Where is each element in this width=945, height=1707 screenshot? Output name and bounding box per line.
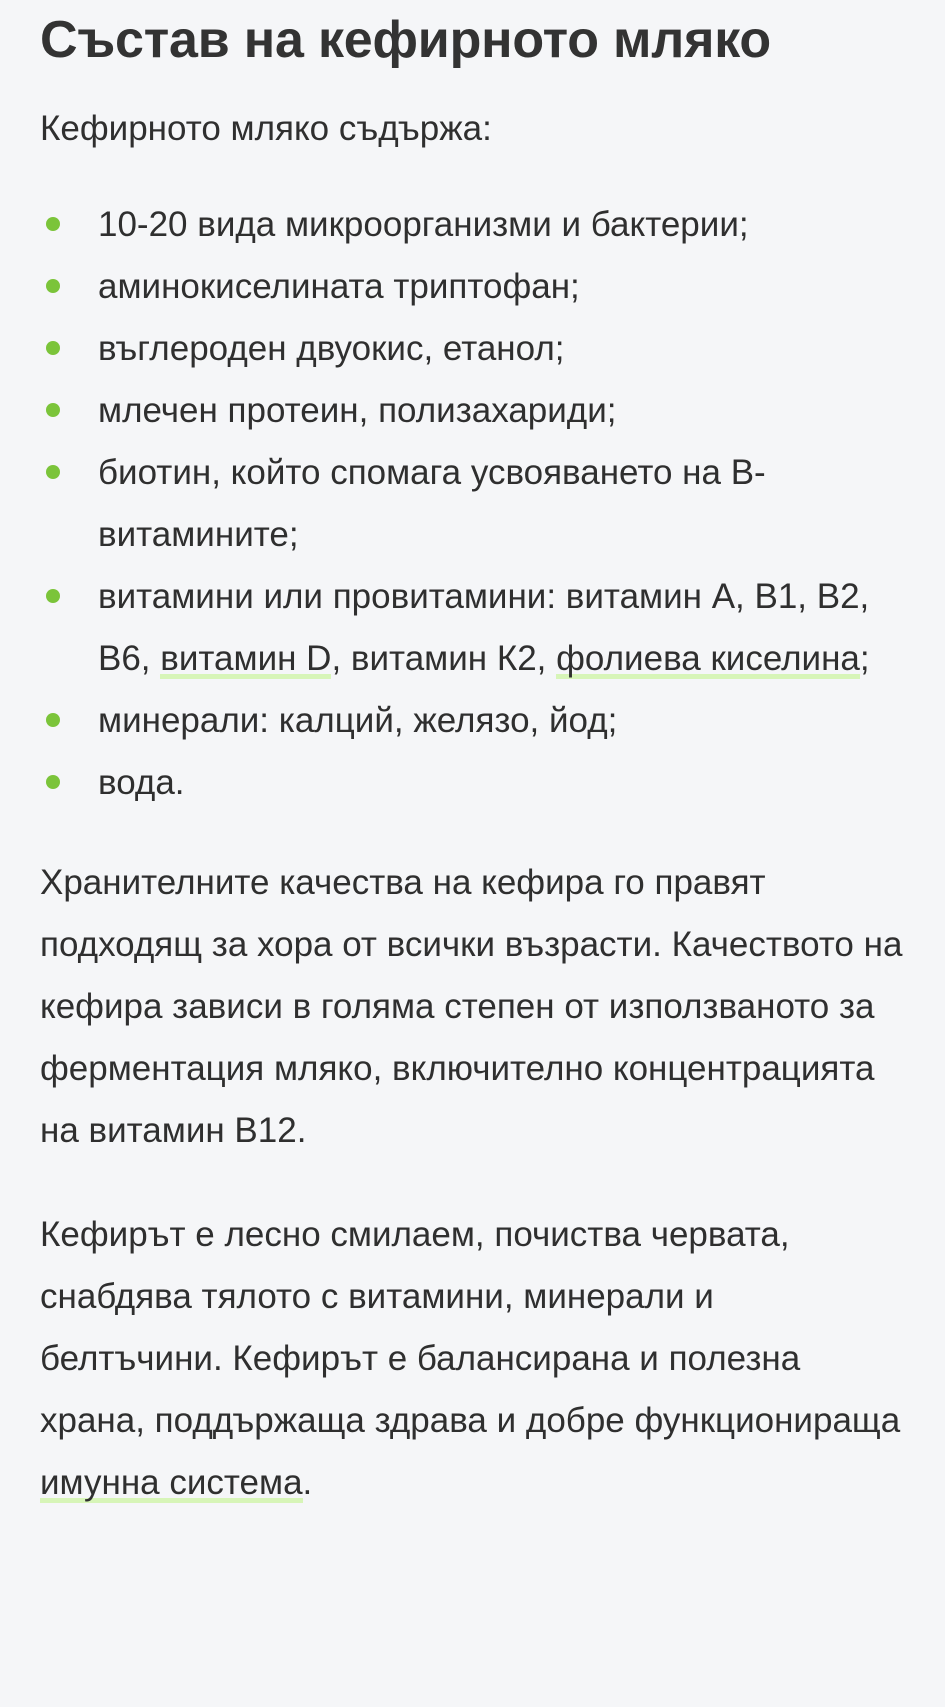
list-item-text: , витамин К2, [331,639,557,678]
nutrition-paragraph: Хранителните качества на кефира го правят подходящ за хора от всички възрасти. Качеството на кефира зависи в голяма степен от използваното за ферментация мляко, включително концентрацията на витамин В12. [40,863,903,1150]
list-item [40,194,903,256]
list-item-text: 10-20 вида микроорганизми и бактерии; [98,205,749,244]
digestion-paragraph [40,1204,903,1514]
list-item [40,442,903,566]
bullet-icon [46,775,60,789]
list-item-text: вода. [98,763,185,802]
list-item-text: аминокиселината триптофан; [98,267,580,306]
paragraph-text: . [302,1463,313,1502]
list-item [40,690,903,752]
list-intro: Кефирното мляко съдържа: [40,109,492,148]
bullet-icon [46,465,60,479]
bullet-icon [46,403,60,417]
list-item [40,256,903,318]
immune-system-link[interactable]: имунна система [40,1463,303,1502]
list-item-text: витамини или провитамини: витамин А, В1, В2, В6, [98,577,870,678]
composition-list [40,194,903,814]
bullet-icon [46,217,60,231]
list-item [40,752,903,814]
list-item-text: млечен протеин, полизахариди; [98,391,617,430]
bullet-icon [46,279,60,293]
paragraph-text: Кефирът е лесно смилаем, почиства червата, снабдява тялото с витамини, минерали и белтъчини. Кефирът е балансирана и полезна храна, поддържаща здрава и добре функционираща [40,1215,901,1440]
list-item [40,566,903,690]
list-item-text: ; [859,639,870,678]
folic-acid-link[interactable]: фолиева киселина [556,639,860,678]
list-item [40,318,903,380]
bullet-icon [46,341,60,355]
bullet-icon [46,713,60,727]
bullet-icon [46,589,60,603]
list-item [40,380,903,442]
list-item-text: минерали: калций, желязо, йод; [98,701,618,740]
list-item-text: биотин, който спомага усвояването на В-витамините; [98,453,766,554]
list-item-text: въглероден двуокис, етанол; [98,329,565,368]
vitamin-d-link[interactable]: витамин D [160,639,332,678]
section-title: Състав на кефирното мляко [40,11,771,69]
